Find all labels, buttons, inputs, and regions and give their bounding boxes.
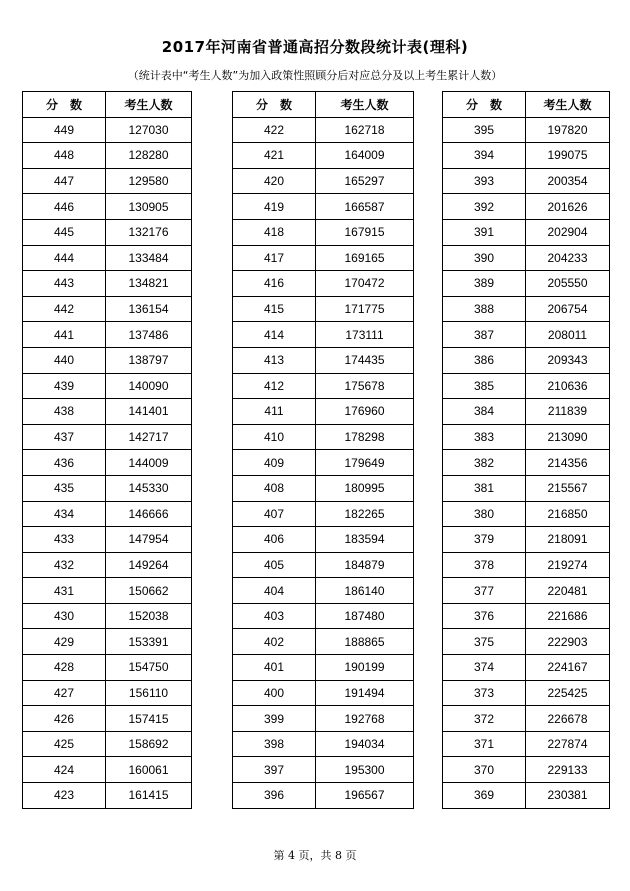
count-cell: 156110: [106, 680, 192, 706]
count-cell: 149264: [106, 552, 192, 578]
table-row: [443, 783, 610, 809]
score-cell: 407: [233, 501, 316, 527]
score-cell: 439: [23, 373, 106, 399]
count-cell: 209343: [526, 347, 610, 373]
table-row: [23, 552, 192, 578]
table-row: [23, 783, 192, 809]
score-cell: 388: [443, 296, 526, 322]
count-cell: 136154: [106, 296, 192, 322]
score-cell: 434: [23, 501, 106, 527]
score-cell: 384: [443, 399, 526, 425]
count-cell: 200354: [526, 168, 610, 194]
table-row: [443, 168, 610, 194]
count-cell: 145330: [106, 475, 192, 501]
table-row: [233, 373, 414, 399]
score-cell: 431: [23, 578, 106, 604]
count-cell: 142717: [106, 424, 192, 450]
table-row: [443, 757, 610, 783]
count-cell: 227874: [526, 731, 610, 757]
count-cell: 158692: [106, 731, 192, 757]
count-cell: 184879: [316, 552, 414, 578]
table-row: [23, 501, 192, 527]
table-row: [443, 450, 610, 476]
score-cell: 417: [233, 245, 316, 271]
count-cell: 188865: [316, 629, 414, 655]
table-row: [443, 603, 610, 629]
score-cell: 446: [23, 194, 106, 220]
table-row: [443, 271, 610, 297]
table-row: [233, 399, 414, 425]
count-cell: 134821: [106, 271, 192, 297]
table-row: [23, 450, 192, 476]
count-cell: 210636: [526, 373, 610, 399]
score-cell: 398: [233, 731, 316, 757]
score-cell: 380: [443, 501, 526, 527]
score-cell: 390: [443, 245, 526, 271]
table-row: [443, 629, 610, 655]
score-cell: 394: [443, 143, 526, 169]
table-row: [233, 501, 414, 527]
table-row: [233, 629, 414, 655]
score-cell: 429: [23, 629, 106, 655]
score-cell: 408: [233, 475, 316, 501]
count-cell: 230381: [526, 783, 610, 809]
score-cell: 396: [233, 783, 316, 809]
score-cell: 420: [233, 168, 316, 194]
table-row: [23, 245, 192, 271]
score-column-header: 分 数: [23, 92, 106, 118]
score-cell: 411: [233, 399, 316, 425]
count-cell: 218091: [526, 527, 610, 553]
table-row: [23, 347, 192, 373]
score-cell: 406: [233, 527, 316, 553]
score-cell: 371: [443, 731, 526, 757]
count-cell: 157415: [106, 706, 192, 732]
score-cell: 391: [443, 219, 526, 245]
count-cell: 129580: [106, 168, 192, 194]
count-cell: 175678: [316, 373, 414, 399]
score-cell: 424: [23, 757, 106, 783]
count-cell: 171775: [316, 296, 414, 322]
table-row: [233, 706, 414, 732]
count-cell: 167915: [316, 219, 414, 245]
table-row: [233, 322, 414, 348]
table-row: [443, 373, 610, 399]
table-row: [233, 783, 414, 809]
table-row: [233, 424, 414, 450]
table-row: [233, 168, 414, 194]
count-cell: 166587: [316, 194, 414, 220]
score-cell: 428: [23, 655, 106, 681]
count-cell: 201626: [526, 194, 610, 220]
count-cell: 199075: [526, 143, 610, 169]
table-row: [443, 143, 610, 169]
count-cell: 141401: [106, 399, 192, 425]
count-cell: 202904: [526, 219, 610, 245]
table-row: [23, 424, 192, 450]
score-cell: 433: [23, 527, 106, 553]
count-cell: 222903: [526, 629, 610, 655]
count-cell: 211839: [526, 399, 610, 425]
score-cell: 409: [233, 450, 316, 476]
count-cell: 192768: [316, 706, 414, 732]
table-row: [23, 194, 192, 220]
count-cell: 179649: [316, 450, 414, 476]
score-cell: 421: [233, 143, 316, 169]
score-cell: 414: [233, 322, 316, 348]
score-cell: 442: [23, 296, 106, 322]
table-row: [23, 373, 192, 399]
score-cell: 410: [233, 424, 316, 450]
table-row: [443, 501, 610, 527]
table-row: [443, 578, 610, 604]
score-cell: 432: [23, 552, 106, 578]
score-cell: 437: [23, 424, 106, 450]
table-row: [233, 578, 414, 604]
score-cell: 385: [443, 373, 526, 399]
table-row: [23, 399, 192, 425]
score-cell: 449: [23, 117, 106, 143]
table-row: [233, 603, 414, 629]
count-cell: 178298: [316, 424, 414, 450]
score-cell: 386: [443, 347, 526, 373]
score-cell: 415: [233, 296, 316, 322]
count-cell: 229133: [526, 757, 610, 783]
count-cell: 214356: [526, 450, 610, 476]
table-row: [233, 271, 414, 297]
count-cell: 216850: [526, 501, 610, 527]
table-row: [233, 475, 414, 501]
score-cell: 445: [23, 219, 106, 245]
table-row: [23, 603, 192, 629]
table-row: [233, 680, 414, 706]
table-row: [443, 731, 610, 757]
count-cell: 180995: [316, 475, 414, 501]
count-cell: 206754: [526, 296, 610, 322]
table-row: [23, 475, 192, 501]
score-cell: 397: [233, 757, 316, 783]
count-cell: 154750: [106, 655, 192, 681]
table-row: [443, 552, 610, 578]
score-cell: 379: [443, 527, 526, 553]
score-table-2: [232, 91, 414, 809]
count-cell: 170472: [316, 271, 414, 297]
count-cell: 137486: [106, 322, 192, 348]
score-cell: 430: [23, 603, 106, 629]
table-row: [233, 194, 414, 220]
score-cell: 419: [233, 194, 316, 220]
count-cell: 162718: [316, 117, 414, 143]
table-row: [443, 475, 610, 501]
table-row: [233, 552, 414, 578]
count-cell: 215567: [526, 475, 610, 501]
score-cell: 438: [23, 399, 106, 425]
count-cell: 152038: [106, 603, 192, 629]
score-cell: 382: [443, 450, 526, 476]
table-row: [233, 245, 414, 271]
count-cell: 133484: [106, 245, 192, 271]
count-cell: 213090: [526, 424, 610, 450]
score-cell: 418: [233, 219, 316, 245]
table-row: [233, 731, 414, 757]
score-cell: 389: [443, 271, 526, 297]
table-row: [443, 680, 610, 706]
count-cell: 127030: [106, 117, 192, 143]
score-cell: 443: [23, 271, 106, 297]
count-cell: 174435: [316, 347, 414, 373]
score-cell: 376: [443, 603, 526, 629]
count-cell: 138797: [106, 347, 192, 373]
table-row: [233, 655, 414, 681]
table-row: [23, 168, 192, 194]
score-table-1: [22, 91, 192, 809]
count-cell: 187480: [316, 603, 414, 629]
header-row: [443, 92, 610, 118]
score-cell: 422: [233, 117, 316, 143]
score-cell: 373: [443, 680, 526, 706]
count-cell: 208011: [526, 322, 610, 348]
score-cell: 405: [233, 552, 316, 578]
count-cell: 169165: [316, 245, 414, 271]
table-row: [233, 143, 414, 169]
count-cell: 194034: [316, 731, 414, 757]
table-row: [23, 322, 192, 348]
count-cell: 160061: [106, 757, 192, 783]
count-cell: 186140: [316, 578, 414, 604]
count-cell: 150662: [106, 578, 192, 604]
score-cell: 401: [233, 655, 316, 681]
count-cell: 176960: [316, 399, 414, 425]
score-cell: 375: [443, 629, 526, 655]
table-row: [23, 731, 192, 757]
score-cell: 416: [233, 271, 316, 297]
table-row: [443, 527, 610, 553]
table-row: [233, 450, 414, 476]
count-cell: 197820: [526, 117, 610, 143]
score-cell: 400: [233, 680, 316, 706]
score-cell: 413: [233, 347, 316, 373]
score-cell: 372: [443, 706, 526, 732]
count-cell: 190199: [316, 655, 414, 681]
score-cell: 387: [443, 322, 526, 348]
score-column-header: 分 数: [443, 92, 526, 118]
count-column-header: 考生人数: [526, 92, 610, 118]
table-row: [443, 706, 610, 732]
score-column-header: 分 数: [233, 92, 316, 118]
count-cell: 161415: [106, 783, 192, 809]
table-row: [23, 527, 192, 553]
table-row: [443, 117, 610, 143]
count-cell: 205550: [526, 271, 610, 297]
table-row: [23, 271, 192, 297]
count-cell: 225425: [526, 680, 610, 706]
count-cell: 164009: [316, 143, 414, 169]
header-row: [23, 92, 192, 118]
count-cell: 183594: [316, 527, 414, 553]
count-column-header: 考生人数: [316, 92, 414, 118]
table-row: [23, 655, 192, 681]
count-cell: 204233: [526, 245, 610, 271]
table-row: [23, 706, 192, 732]
table-row: [23, 680, 192, 706]
score-cell: 404: [233, 578, 316, 604]
table-row: [233, 757, 414, 783]
count-cell: 191494: [316, 680, 414, 706]
table-row: [23, 143, 192, 169]
table-row: [443, 347, 610, 373]
score-cell: 370: [443, 757, 526, 783]
score-cell: 448: [23, 143, 106, 169]
count-cell: 182265: [316, 501, 414, 527]
page-title: 2017年河南省普通高招分数段统计表(理科): [161, 38, 469, 56]
score-cell: 441: [23, 322, 106, 348]
table-row: [443, 399, 610, 425]
page-subtitle: （统计表中“考生人数”为加入政策性照顾分后对应总分及以上考生累计人数）: [127, 69, 503, 82]
count-cell: 140090: [106, 373, 192, 399]
score-table-3: [442, 91, 610, 809]
table-row: [443, 655, 610, 681]
count-column-header: 考生人数: [106, 92, 192, 118]
table-row: [23, 757, 192, 783]
table-row: [443, 194, 610, 220]
score-cell: 403: [233, 603, 316, 629]
count-cell: 132176: [106, 219, 192, 245]
table-row: [443, 245, 610, 271]
score-cell: 423: [23, 783, 106, 809]
table-row: [443, 424, 610, 450]
count-cell: 153391: [106, 629, 192, 655]
table-row: [23, 219, 192, 245]
table-row: [23, 117, 192, 143]
count-cell: 165297: [316, 168, 414, 194]
table-row: [443, 219, 610, 245]
count-cell: 128280: [106, 143, 192, 169]
score-cell: 378: [443, 552, 526, 578]
page-footer: 第 4 页，共 8 页: [273, 849, 357, 862]
score-cell: 383: [443, 424, 526, 450]
table-row: [443, 296, 610, 322]
count-cell: 173111: [316, 322, 414, 348]
count-cell: 226678: [526, 706, 610, 732]
table-row: [23, 629, 192, 655]
score-cell: 412: [233, 373, 316, 399]
score-cell: 392: [443, 194, 526, 220]
score-cell: 399: [233, 706, 316, 732]
score-cell: 425: [23, 731, 106, 757]
table-row: [233, 347, 414, 373]
count-cell: 224167: [526, 655, 610, 681]
count-cell: 146666: [106, 501, 192, 527]
count-cell: 147954: [106, 527, 192, 553]
score-cell: 447: [23, 168, 106, 194]
score-cell: 374: [443, 655, 526, 681]
count-cell: 220481: [526, 578, 610, 604]
table-row: [233, 117, 414, 143]
score-cell: 393: [443, 168, 526, 194]
score-cell: 435: [23, 475, 106, 501]
score-cell: 436: [23, 450, 106, 476]
score-cell: 369: [443, 783, 526, 809]
count-cell: 144009: [106, 450, 192, 476]
score-cell: 427: [23, 680, 106, 706]
count-cell: 219274: [526, 552, 610, 578]
count-cell: 221686: [526, 603, 610, 629]
table-row: [443, 322, 610, 348]
score-cell: 426: [23, 706, 106, 732]
count-cell: 196567: [316, 783, 414, 809]
score-cell: 395: [443, 117, 526, 143]
count-cell: 130905: [106, 194, 192, 220]
score-cell: 377: [443, 578, 526, 604]
count-cell: 195300: [316, 757, 414, 783]
table-row: [23, 578, 192, 604]
score-cell: 444: [23, 245, 106, 271]
table-row: [23, 296, 192, 322]
table-row: [233, 219, 414, 245]
score-cell: 402: [233, 629, 316, 655]
table-row: [233, 527, 414, 553]
score-cell: 381: [443, 475, 526, 501]
table-row: [233, 296, 414, 322]
score-cell: 440: [23, 347, 106, 373]
header-row: [233, 92, 414, 118]
